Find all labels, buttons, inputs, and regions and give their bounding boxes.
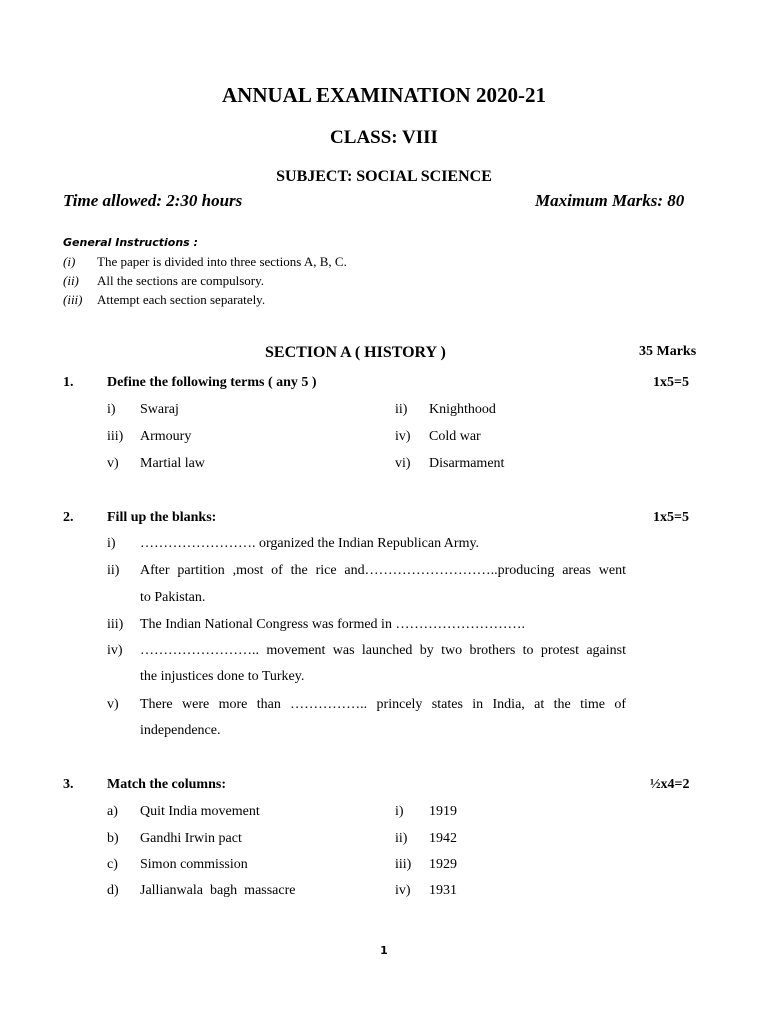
term-number: ii) — [395, 402, 408, 417]
blank-text-continued: independence. — [140, 723, 221, 738]
subject-label: SUBJECT: SOCIAL SCIENCE — [276, 168, 492, 185]
exam-title: ANNUAL EXAMINATION 2020-21 — [222, 83, 546, 107]
instruction-text: Attempt each section separately. — [97, 292, 266, 307]
term-text: Disarmament — [429, 456, 505, 471]
term-number: iv) — [395, 429, 411, 444]
question-number: 3. — [63, 777, 74, 792]
question-text: Fill up the blanks: — [107, 510, 217, 525]
match-left-number: c) — [107, 857, 118, 872]
match-right-number: iii) — [395, 857, 412, 872]
blank-text: After partition ,most of the rice and………………………..producing areas went — [140, 563, 626, 578]
question-marks: 1x5=5 — [653, 375, 689, 390]
term-text: Cold war — [429, 429, 481, 444]
match-right-text: 1919 — [429, 804, 457, 819]
blank-text-continued: to Pakistan. — [140, 590, 206, 605]
question-number: 1. — [63, 375, 74, 390]
match-left-number: a) — [107, 804, 118, 819]
instruction-text: All the sections are compulsory. — [97, 273, 265, 288]
match-right-text: 1929 — [429, 857, 457, 872]
time-allowed: Time allowed: 2:30 hours — [63, 191, 243, 210]
term-number: iii) — [107, 429, 124, 444]
term-text: Swaraj — [140, 402, 179, 417]
question-text: Match the columns: — [107, 777, 226, 792]
match-right-number: i) — [395, 804, 404, 819]
match-right-text: 1931 — [429, 883, 457, 898]
instruction-number: (ii) — [63, 273, 79, 288]
instruction-number: (i) — [63, 254, 76, 269]
term-text: Knighthood — [429, 402, 496, 417]
section-a-marks: 35 Marks — [639, 344, 697, 359]
blank-text: …………………….. movement was launched by two brothers to protest against — [140, 643, 626, 658]
instruction-text: The paper is divided into three sections A, B, C. — [97, 254, 347, 269]
blank-text: There were more than …………….. princely states in India, at the time of — [140, 697, 626, 712]
question-marks: ½x4=2 — [650, 777, 690, 792]
term-number: vi) — [395, 456, 411, 471]
term-text: Armoury — [140, 429, 192, 444]
section-a-title: SECTION A ( HISTORY ) — [265, 344, 446, 361]
question-marks: 1x5=5 — [653, 510, 689, 525]
blank-text: ……………………. organized the Indian Republican Army. — [140, 536, 480, 551]
blank-number: i) — [107, 536, 116, 551]
question-number: 2. — [63, 510, 74, 525]
blank-text-continued: the injustices done to Turkey. — [140, 669, 305, 684]
question-text: Define the following terms ( any 5 ) — [107, 375, 317, 390]
term-text: Martial law — [140, 456, 205, 471]
term-number: v) — [107, 456, 119, 471]
match-left-number: d) — [107, 883, 119, 898]
match-right-text: 1942 — [429, 831, 457, 846]
match-left-text: Jallianwala bagh massacre — [140, 883, 296, 898]
class-label: CLASS: VIII — [330, 127, 438, 148]
match-right-number: iv) — [395, 883, 411, 898]
match-left-number: b) — [107, 831, 119, 846]
match-left-text: Gandhi Irwin pact — [140, 831, 242, 846]
instruction-number: (iii) — [63, 292, 83, 307]
blank-number: v) — [107, 697, 119, 712]
match-left-text: Quit India movement — [140, 804, 260, 819]
match-right-number: ii) — [395, 831, 408, 846]
instructions-heading: General Instructions : — [63, 236, 198, 249]
maximum-marks: Maximum Marks: 80 — [535, 191, 685, 210]
page-number: 1 — [380, 944, 388, 957]
blank-number: iii) — [107, 617, 124, 632]
blank-number: ii) — [107, 563, 120, 578]
term-number: i) — [107, 402, 116, 417]
blank-text: The Indian National Congress was formed in ………………………. — [140, 617, 525, 632]
match-left-text: Simon commission — [140, 857, 248, 872]
blank-number: iv) — [107, 643, 123, 658]
